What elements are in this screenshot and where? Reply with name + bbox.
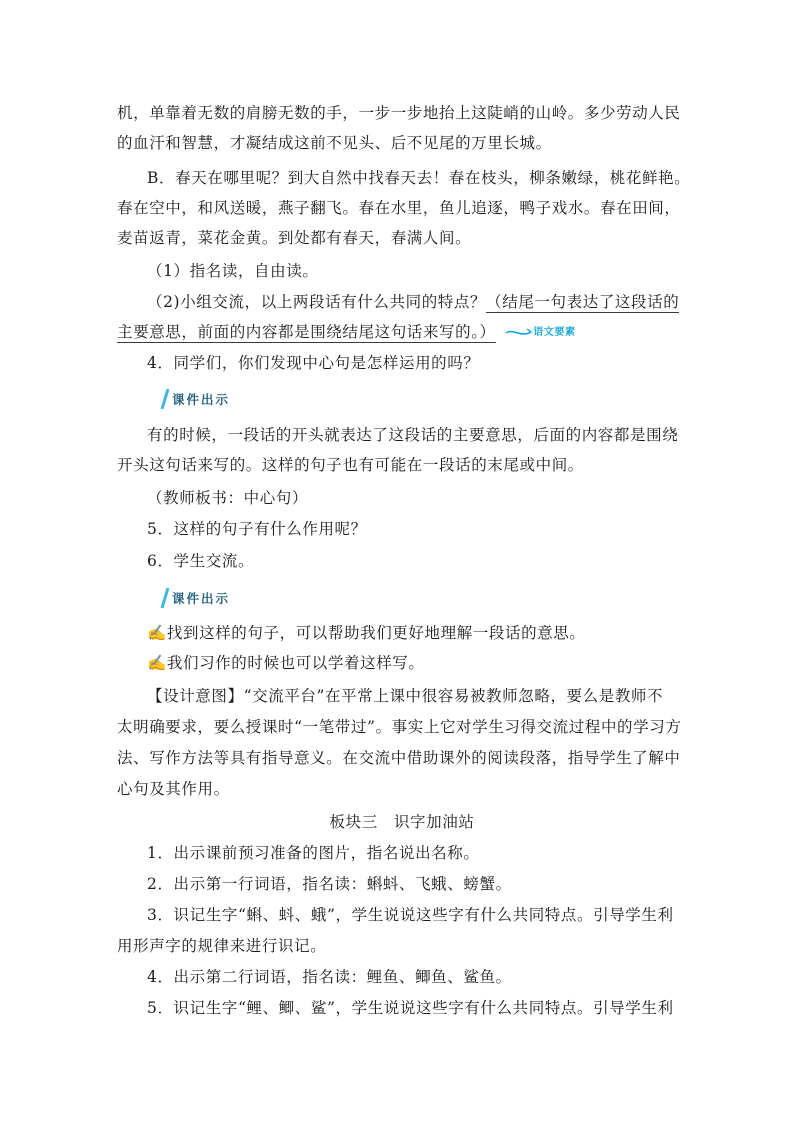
design-intent-line: 【设计意图】“交流平台”在平常上课中很容易被教师忽略，要么是教师不 — [147, 687, 664, 705]
paragraph-line: （1）指名读，自由读。 — [147, 262, 319, 280]
paragraph-line: ✍找到这样的句子，可以帮助我们更好地理解一段话的意思。 — [147, 624, 586, 642]
note-tag: 语文要素 — [533, 327, 576, 338]
paragraph-line: 开头这句话来写的。这样的句子也有可能在一段话的末尾或中间。 — [117, 456, 584, 474]
paragraph-line: 1．出示课前预习准备的图片，指名说出名称。 — [147, 844, 480, 862]
paragraph-line: 用形声字的规律来进行识记。 — [117, 937, 327, 955]
paragraph-line: 机，单靠着无数的肩膀无数的手，一步一步地抬上这陡峭的山岭。多少劳动人民 — [117, 104, 681, 122]
callout-header — [160, 587, 230, 609]
paragraph-line: 5．这样的句子有什么作用呢？ — [147, 520, 367, 538]
section-heading: 板块三 识字加油站 — [329, 813, 475, 831]
paragraph-line: 春在空中，和风送暖，燕子翻飞。春在水里，鱼儿追逐，鸭子戏水。春在田间， — [117, 199, 681, 217]
paragraph-line: 6．学生交流。 — [147, 552, 255, 570]
answer-text-underlined: （结尾一句表达了这段话的 — [486, 293, 680, 311]
paragraph-line: 有的时候，一段话的开头就表达了这段话的主要意思，后面的内容都是围绕 — [147, 426, 679, 444]
paragraph-line: 法、写作方法等具有指导意义。在交流中借助课外的阅读段落，指导学生了解中 — [117, 749, 681, 767]
paragraph-line: 心句及其作用。 — [117, 780, 230, 798]
paragraph-line: 太明确要求，要么授课时“一笔带过”。事实上它对学生习得交流过程中的学习方 — [117, 718, 682, 736]
paragraph-line: 麦苗返青，菜花金黄。到处都有春天，春满人间。 — [117, 229, 472, 247]
paragraph-line: （教师板书：中心句） — [147, 489, 309, 507]
question-line — [147, 292, 687, 312]
callout-mark-icon — [160, 389, 170, 409]
paragraph-line: 5．识记生字“鲤、鲫、鲨”，学生说说这些字有什么共同特点。引导学生利 — [147, 999, 674, 1017]
paragraph-line: 2．出示第一行词语，指名读：蝌蚪、飞蛾、螃蟹。 — [147, 875, 512, 893]
paragraph-line: 4．同学们，你们发现中心句是怎样运用的吗？ — [147, 354, 480, 372]
paragraph-line: 4．出示第二行词语，指名读：鲤鱼、鲫鱼、鲨鱼。 — [147, 968, 512, 986]
callout-header — [160, 388, 230, 410]
paragraph-line: B．春天在哪里呢？到大自然中找春天去！春在枝头，柳条嫩绿，桃花鲜艳。 — [147, 169, 691, 187]
callout-label: 课件出示 — [172, 591, 231, 606]
paragraph-line: 的血汗和智慧，才凝结成这前不见头、后不见尾的万里长城。 — [117, 134, 552, 152]
paragraph-line: ✍我们习作的时候也可以学着这样写。 — [147, 654, 425, 672]
answer-line — [117, 322, 687, 343]
answer-text-underlined: 主要意思，前面的内容都是围绕结尾这句话来写的。） — [117, 323, 496, 341]
arrow-icon — [505, 327, 533, 339]
question-text: （2)小组交流，以上两段话有什么共同的特点？ — [147, 293, 487, 311]
callout-mark-icon — [160, 588, 170, 608]
paragraph-line: 3．识记生字“蝌、蚪、蛾”，学生说说这些字有什么共同特点。引导学生利 — [147, 906, 674, 924]
callout-label: 课件出示 — [172, 392, 231, 407]
